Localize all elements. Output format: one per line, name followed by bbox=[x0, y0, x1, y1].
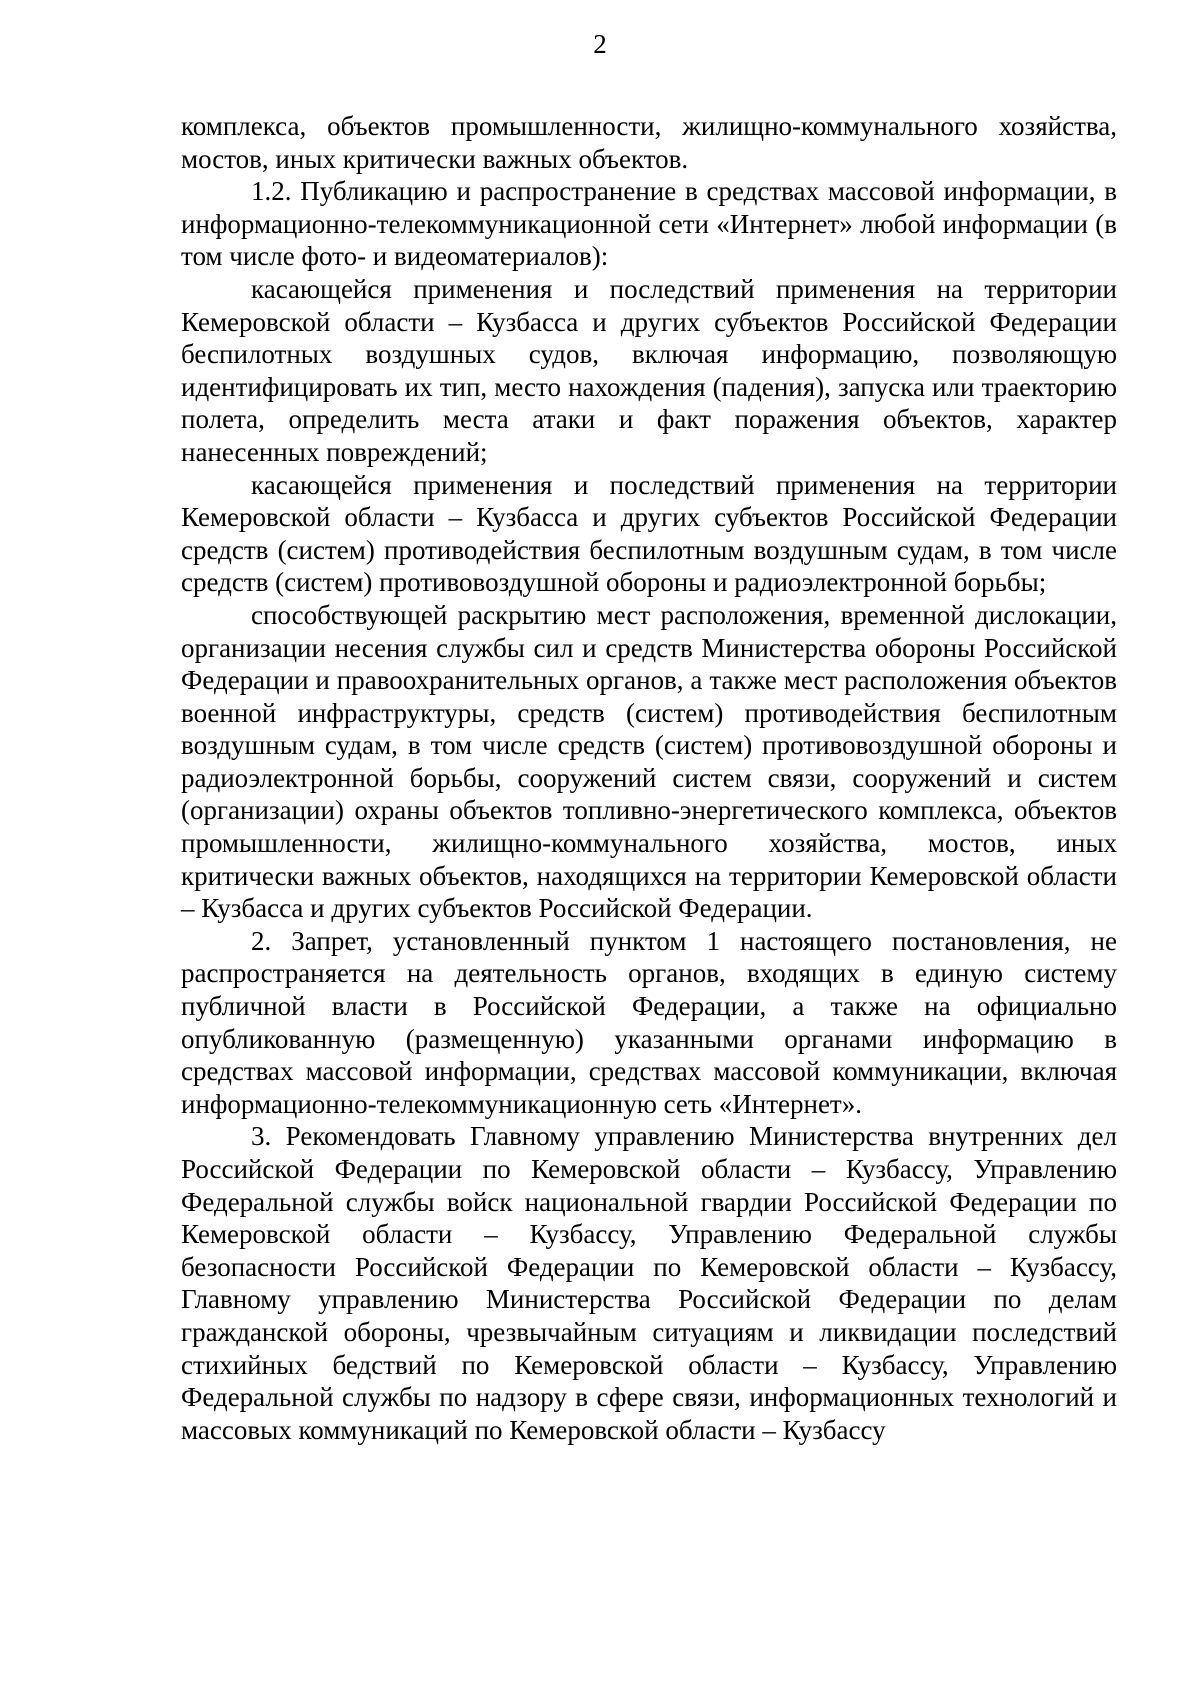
paragraph-item-2: 2. Запрет, установленный пунктом 1 настоящего постановления, не распространяется на деятельность органов, входящих в единую систему публичной власти в Российской Федерации, а также на официально опубликованную (размещенную) указанными органами информацию в средствах массовой информации, средствах массовой коммуникации, включая информационно-телекоммуникационную сеть «Интернет». bbox=[181, 925, 1117, 1119]
page-number: 2 bbox=[593, 29, 607, 59]
paragraph-drones-usage: касающейся применения и последствий применения на территории Кемеровской области – Кузбасса и других субъектов Российской Федерации беспилотных воздушных судов, включая информацию, позволяющую идентифицировать их тип, место нахождения (падения), запуска или траекторию полета, определить места атаки и факт поражения объектов, характер нанесенных повреждений; bbox=[181, 273, 1117, 467]
paragraph-item-3: 3. Рекомендовать Главному управлению Министерства внутренних дел Российской Федерации по Кемеровской области – Кузбассу, Управлению Федеральной службы войск национальной гвардии Российской Федерации по Кемеровской области – Кузбассу, Управлению Федеральной службы безопасности Российской Федерации по Кемеровской области – Кузбассу, Главному управлению Министерства Российской Федерации по делам гражданской обороны, чрезвычайным ситуациям и ликвидации последствий стихийных бедствий по Кемеровской области – Кузбассу, Управлению Федеральной службы по надзору в сфере связи, информационных технологий и массовых коммуникаций по Кемеровской области – Кузбассу bbox=[181, 1121, 1117, 1445]
paragraph-counter-drone-systems: касающейся применения и последствий применения на территории Кемеровской области – Кузбасса и других субъектов Российской Федерации средств (систем) противодействия беспилотным воздушным судам, в том числе средств (систем) противовоздушной обороны и радиоэлектронной борьбы; bbox=[181, 469, 1117, 598]
paragraph-locations-disclosure: способствующей раскрытию мест расположения, временной дислокации, организации несения службы сил и средств Министерства обороны Российской Федерации и правоохранительных органов, а также мест расположения объектов военной инфраструктуры, средств (систем) противодействия беспилотным воздушным судам, в том числе средств (систем) противовоздушной обороны и радиоэлектронной борьбы, сооружений систем связи, сооружений и систем (организации) охраны объектов топливно-энергетического комплекса, объектов промышленности, жилищно-коммунального хозяйства, мостов, иных критически важных объектов, находящихся на территории Кемеровской области – Кузбасса и других субъектов Российской Федерации. bbox=[181, 599, 1117, 924]
document-body bbox=[181, 110, 1117, 1446]
paragraph-continuation: комплекса, объектов промышленности, жилищно-коммунального хозяйства, мостов, иных критически важных объектов. bbox=[181, 111, 1117, 174]
paragraph-item-1-2: 1.2. Публикацию и распространение в средствах массовой информации, в информационно-телекоммуникационной сети «Интернет» любой информации (в том числе фото- и видеоматериалов): bbox=[181, 176, 1117, 272]
